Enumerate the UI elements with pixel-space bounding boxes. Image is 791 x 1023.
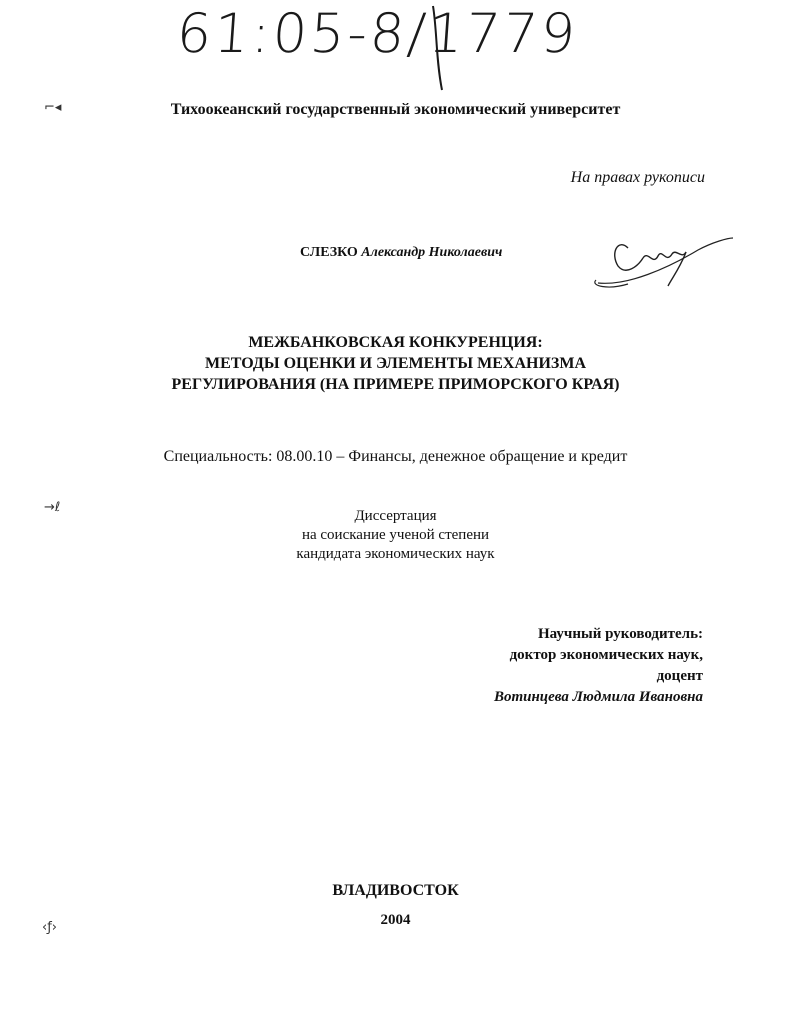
- city: ВЛАДИВОСТОК: [332, 882, 459, 899]
- margin-mark-3: ‹ƒ›: [42, 920, 57, 935]
- handwritten-code: 61:05-8/1779: [174, 2, 581, 65]
- dissertation-type: [0, 507, 791, 564]
- dissertation-line-1: Диссертация: [354, 508, 437, 524]
- advisor-rank: доцент: [656, 668, 703, 684]
- advisor-name: Вотинцева Людмила Ивановна: [493, 689, 703, 705]
- advisor-block: [494, 624, 703, 708]
- year: 2004: [380, 912, 411, 928]
- title-line-1: МЕЖБАНКОВСКАЯ КОНКУРЕНЦИЯ:: [248, 334, 543, 351]
- author-name: [300, 245, 502, 261]
- manuscript-note: На правах рукописи: [570, 169, 705, 186]
- title-line-2: МЕТОДЫ ОЦЕНКИ И ЭЛЕМЕНТЫ МЕХАНИЗМА: [204, 355, 586, 372]
- university-name: Тихоокеанский государственный экономический университет: [170, 101, 621, 118]
- dissertation-title: [0, 332, 791, 395]
- author-surname: СЛЕЗКО: [300, 245, 358, 260]
- author-signature: [588, 228, 738, 298]
- margin-mark-1: ⌐◂: [44, 100, 62, 115]
- dissertation-line-2: на соискание ученой степени: [301, 527, 490, 543]
- advisor-label: Научный руководитель:: [538, 626, 703, 642]
- dissertation-line-3: кандидата экономических наук: [296, 546, 495, 562]
- margin-mark-2: →ℓ: [44, 500, 61, 515]
- advisor-degree: доктор экономических наук,: [509, 647, 703, 663]
- title-line-3: РЕГУЛИРОВАНИЯ (НА ПРИМЕРЕ ПРИМОРСКОГО КРАЯ): [171, 376, 620, 393]
- author-given-names: Александр Николаевич: [361, 245, 503, 260]
- specialty-line: Специальность: 08.00.10 – Финансы, денежное обращение и кредит: [163, 448, 628, 465]
